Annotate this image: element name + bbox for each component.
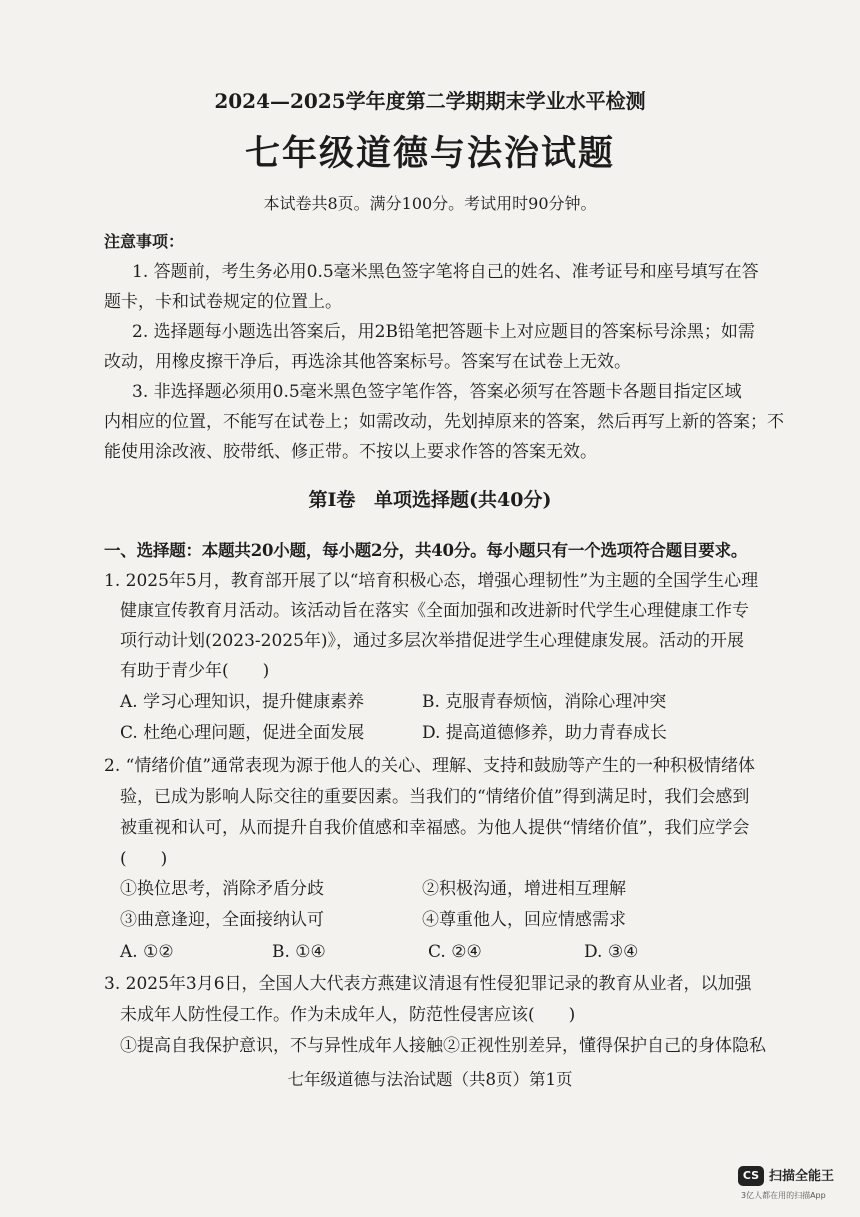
question-3-line: 未成年人防性侵工作。作为未成年人，防范性侵害应该( ): [120, 1005, 576, 1025]
question-2-item: ③曲意逢迎，全面接纳认可: [120, 910, 324, 930]
question-2-item: ①换位思考，消除矛盾分歧: [120, 879, 324, 899]
notice-line: 3. 非选择题必须用0.5毫米黑色签字笔作答，答案必须写在答题卡各题目指定区域: [132, 382, 742, 402]
question-1-line: 1. 2025年5月，教育部开展了以“培育积极心态，增强心理韧性”为主题的全国学生心理: [104, 571, 759, 591]
exam-info: 本试卷共8页。满分100分。考试用时90分钟。: [263, 194, 597, 213]
question-2-option-d: D. ③④: [584, 942, 639, 962]
notice-line: 2. 选择题每小题选出答案后，用2B铅笔把答题卡上对应题目的答案标号涂黑；如需: [132, 322, 755, 342]
page-footer: 七年级道德与法治试题（共8页）第1页: [287, 1070, 573, 1089]
scanner-app-name: 扫描全能王: [769, 1169, 835, 1184]
question-2-line: 被重视和认可，从而提升自我价值感和幸福感。为他人提供“情绪价值”，我们应学会: [120, 818, 750, 838]
notice-line: 内相应的位置，不能写在试卷上；如需改动，先划掉原来的答案，然后再写上新的答案；不: [104, 412, 784, 432]
notice-line: 题卡，卡和试卷规定的位置上。: [104, 292, 342, 312]
question-2-option-b: B. ①④: [272, 942, 326, 962]
question-2-line: 验，已成为影响人际交往的重要因素。当我们的“情绪价值”得到满足时，我们会感到: [120, 787, 750, 807]
question-1-option-c: C. 杜绝心理问题，促进全面发展: [120, 723, 365, 743]
scanner-tagline: 3亿人都在用的扫描App: [741, 1191, 826, 1200]
notice-heading: 注意事项：: [104, 232, 185, 251]
question-2-option-c: C. ②④: [428, 942, 482, 962]
exam-title: 七年级道德与法治试题: [244, 133, 615, 174]
question-2-option-a: A. ①②: [120, 942, 174, 962]
question-1-option-a: A. 学习心理知识，提升健康素养: [120, 692, 365, 712]
section-heading: 一、选择题：本题共20小题，每小题2分，共40分。每小题只有一个选项符合题目要求。: [104, 541, 748, 560]
question-1-line: 健康宣传教育月活动。该活动旨在落实《全面加强和改进新时代学生心理健康工作专: [120, 601, 749, 621]
question-1-option-b: B. 克服青春烦恼，消除心理冲突: [422, 692, 667, 712]
notice-line: 1. 答题前，考生务必用0.5毫米黑色签字笔将自己的姓名、准考证号和座号填写在答: [132, 262, 759, 282]
notice-line: 能使用涂改液、胶带纸、修正带。不按以上要求作答的答案无效。: [104, 442, 597, 462]
scanner-logo-icon: CS: [738, 1166, 764, 1186]
exam-subject-line: 2024—2025学年度第二学期期末学业水平检测: [214, 89, 646, 113]
question-3-line: ①提高自我保护意识，不与异性成年人接触②正视性别差异，懂得保护自己的身体隐私: [120, 1036, 766, 1056]
notice-line: 改动，用橡皮擦干净后，再选涂其他答案标号。答案写在试卷上无效。: [104, 352, 631, 372]
question-1-option-d: D. 提高道德修养，助力青春成长: [422, 723, 667, 743]
question-2-item: ④尊重他人，回应情感需求: [422, 910, 626, 930]
question-2-line: 2. “情绪价值”通常表现为源于他人的关心、理解、支持和鼓励等产生的一种积极情绪体: [104, 756, 756, 776]
question-1-line: 项行动计划(2023-2025年)》，通过多层次举措促进学生心理健康发展。活动的开展: [120, 631, 745, 651]
question-2-line: ( ): [120, 849, 168, 869]
question-1-line: 有助于青少年( ): [120, 661, 270, 681]
question-3-line: 3. 2025年3月6日，全国人大代表方燕建议清退有性侵犯罪记录的教育从业者，以加强: [104, 974, 752, 994]
question-2-item: ②积极沟通，增进相互理解: [422, 879, 626, 899]
part-title: 第Ⅰ卷 单项选择题(共40分): [308, 489, 552, 511]
